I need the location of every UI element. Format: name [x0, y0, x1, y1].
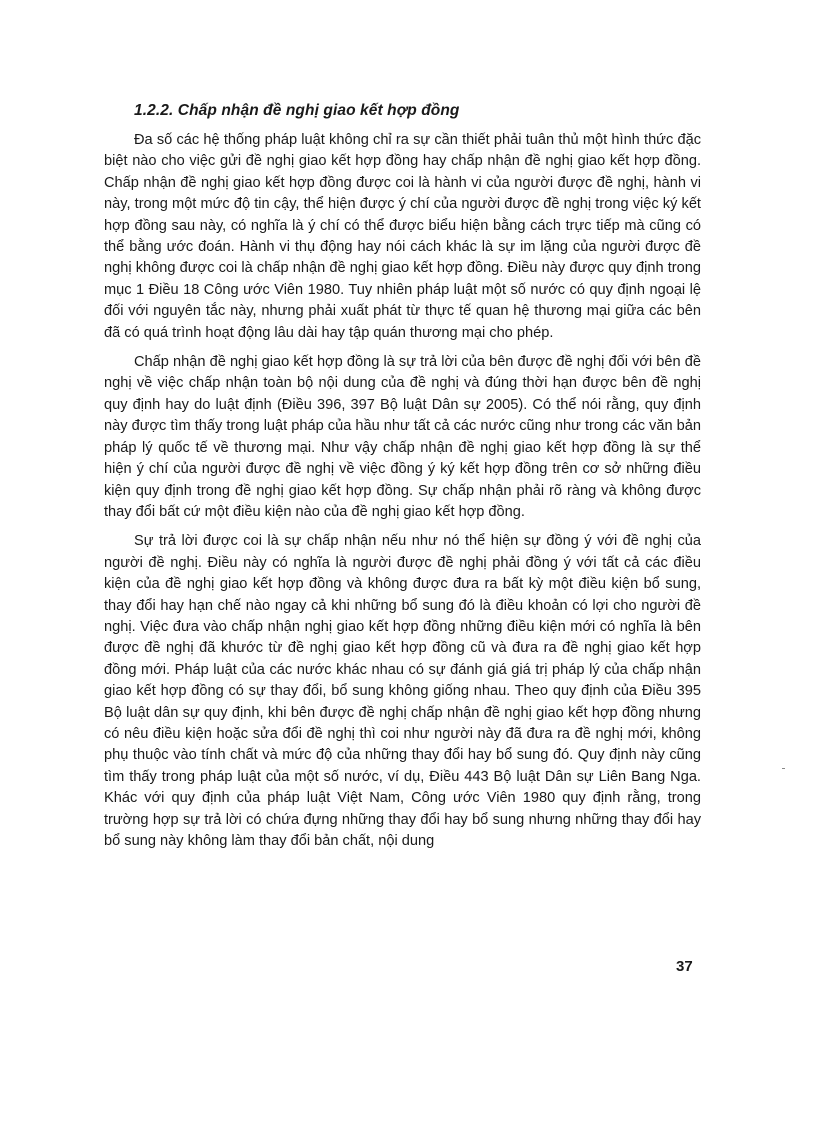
paragraph-1: Đa số các hệ thống pháp luật không chỉ ra sự cần thiết phải tuân thủ một hình thức đặc biệt nào cho việc gửi đề nghị giao kết hợp đồng hay chấp nhận đề nghị giao kết hợp đồng. Chấp nhận đề nghị giao kết hợp đồng được coi là hành vi của người được đề nghị, hành vi này, trong một mức độ tin cậy, thể hiện được ý chí của người được đề nghị trong việc ký kết hợp đồng sau này, có nghĩa là ý chí có thể được biểu hiện bằng cách trực tiếp mà cũng có thể bằng ước đoán. Hành vi thụ động hay nói cách khác là sự im lặng của người được đề nghị không được coi là chấp nhận đề nghị giao kết hợp đồng. Điều này được quy định trong mục 1 Điều 18 Công ước Viên 1980. Tuy nhiên pháp luật một số nước có quy định ngoại lệ đối với nguyên tắc này, nhưng phải xuất phát từ thực tế quan hệ thương mại giữa các bên đã có quá trình hoạt động lâu dài hay tập quán thương mại cho phép. [104, 132, 701, 341]
document-page [104, 96, 701, 860]
paragraph-2: Chấp nhận đề nghị giao kết hợp đồng là sự trả lời của bên được đề nghị đối với bên đề nghị về việc chấp nhận toàn bộ nội dung của đề nghị và đúng thời hạn được bên đề nghị quy định hay do luật định (Điều 396, 397 Bộ luật Dân sự 2005). Có thể nói rằng, quy định này được tìm thấy trong luật pháp của hầu như tất cả các nước cũng như trong các văn bản pháp lý quốc tế về thương mại. Như vậy chấp nhận đề nghị giao kết hợp đồng là sự thể hiện ý chí của người được đề nghị về việc đồng ý ký kết hợp đồng trên cơ sở những điều kiện quy định trong đề nghị giao kết hợp đồng. Sự chấp nhận phải rõ ràng và không được thay đổi bất cứ một điều kiện nào của đề nghị giao kết hợp đồng. [104, 354, 701, 520]
paragraph-3: Sự trả lời được coi là sự chấp nhận nếu như nó thể hiện sự đồng ý với đề nghị của người đề nghị. Điều này có nghĩa là người được đề nghị phải đồng ý với tất cả các điều kiện của đề nghị giao kết hợp đồng và không được đưa ra bất kỳ một điều kiện bổ sung, thay đổi hay hạn chế nào ngay cả khi những bổ sung đó là điều khoản có lợi cho người đề nghị. Việc đưa vào chấp nhận nghị giao kết hợp đồng những điều kiện mới có nghĩa là bên được đề nghị đã khước từ đề nghị giao kết hợp đồng cũ và đưa ra đề nghị giao kết hợp đồng mới. Pháp luật của các nước khác nhau có sự đánh giá giá trị pháp lý của chấp nhận giao kết hợp đồng có sự thay đổi, bổ sung không giống nhau. Theo quy định của Điều 395 Bộ luật dân sự quy định, khi bên được đề nghị chấp nhận đề nghị giao kết hợp đồng nhưng có nêu điều kiện hoặc sửa đổi đề nghị thì coi như người này đã đưa ra đề nghị mới, không phụ thuộc vào tính chất và mức độ của những thay đổi hay bổ sung đó. Quy định này cũng tìm thấy trong pháp luật của một số nước, ví dụ, Điều 443 Bộ luật Dân sự Liên Bang Nga. Khác với quy định của pháp luật Việt Nam, Công ước Viên 1980 quy định rằng, trong trường hợp sự trả lời có chứa đựng những thay đổi hay bổ sung nhưng những thay đổi hay bổ sung này không làm thay đổi bản chất, nội dung [104, 533, 701, 849]
scan-speck [782, 768, 785, 769]
page-number: 37 [676, 958, 693, 975]
section-heading: 1.2.2. Chấp nhận đề nghị giao kết hợp đồng [134, 102, 460, 119]
